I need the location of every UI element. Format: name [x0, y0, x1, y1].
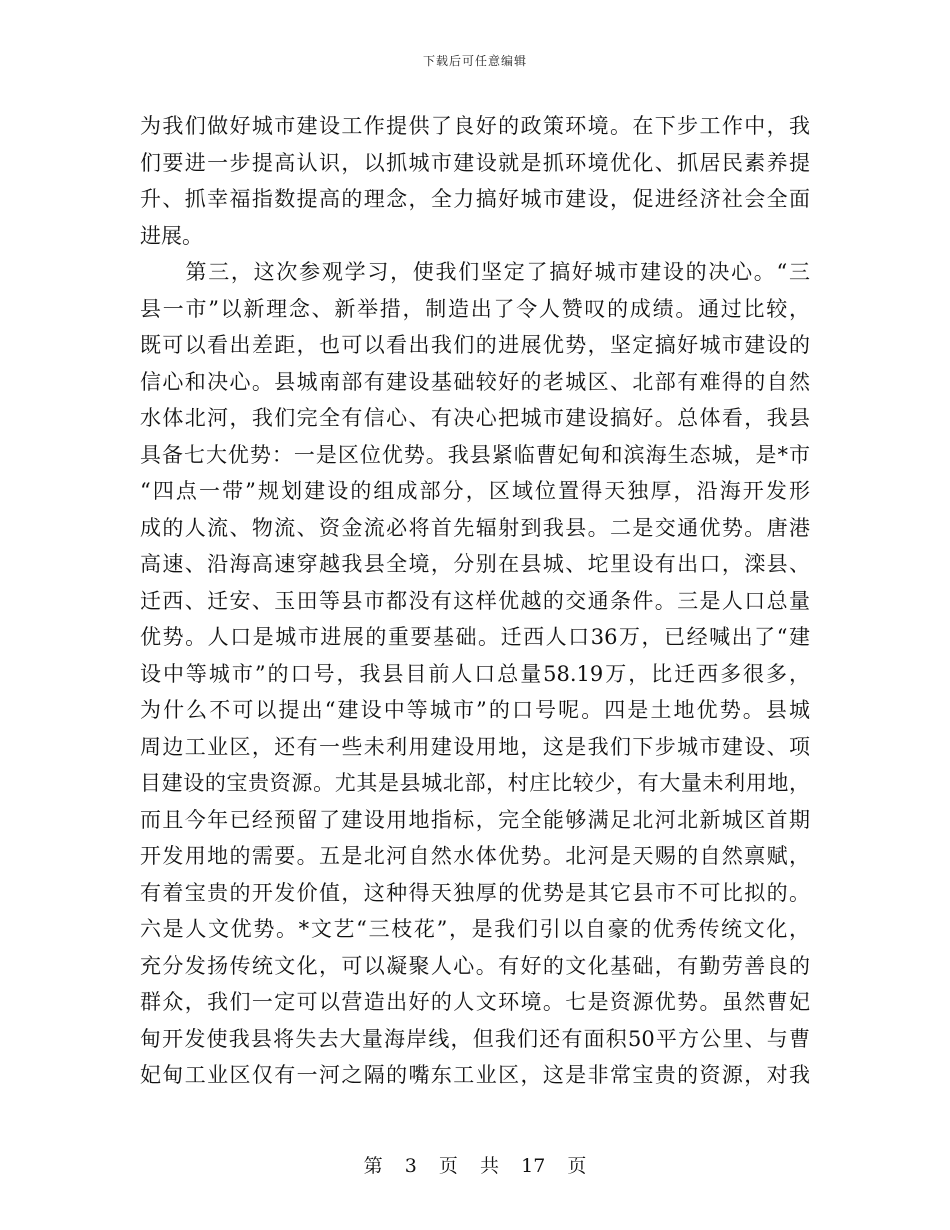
- text-line: 既可以看出差距，也可以看出我们的进展优势，坚定搞好城市建设的: [140, 333, 810, 357]
- text-line: 成的人流、物流、资金流必将首先辐射到我县。二是交通优势。唐港: [140, 515, 810, 540]
- text-line: 水体北河，我们完全有信心、有决心把城市建设搞好。总体看，我县: [140, 406, 810, 430]
- total-page-count: 17: [521, 1155, 546, 1177]
- text-line: 升、抓幸福指数提高的理念，全力搞好城市建设，促进经济社会全面: [140, 187, 810, 211]
- text-line: 有着宝贵的开发价值，这种得天独厚的优势是其它县市不可比拟的。: [140, 880, 810, 905]
- text-line: 目建设的宝贵资源。尤其是县城北部，村庄比较少，有大量未利用地，: [140, 771, 810, 795]
- text-line: 周边工业区，还有一些未利用建设用地，这是我们下步城市建设、项: [140, 734, 810, 759]
- text-line: 第三，这次参观学习，使我们坚定了搞好城市建设的决心。“三: [140, 260, 810, 284]
- page-footer: [0, 1151, 950, 1178]
- footer-suffix: 页: [567, 1155, 587, 1177]
- text-line: 们要进一步提高认识，以抓城市建设就是抓环境优化、抓居民素养提: [140, 150, 810, 175]
- text-line: 迁西、迁安、玉田等县市都没有这样优越的交通条件。三是人口总量: [140, 588, 810, 613]
- text-line: 甸开发使我县将失去大量海岸线，但我们还有面积50平方公里、与曹: [140, 1026, 810, 1051]
- text-line: 充分发扬传统文化，可以凝聚人心。有好的文化基础，有勤劳善良的: [140, 953, 810, 978]
- text-line: 六是人文优势。*文艺“三枝花”，是我们引以自豪的优秀传统文化，: [140, 917, 810, 941]
- text-line: 具备七大优势：一是区位优势。我县紧临曹妃甸和滨海生态城，是*市: [140, 442, 810, 467]
- footer-total-word: 共: [480, 1155, 500, 1177]
- text-line: 为我们做好城市建设工作提供了良好的政策环境。在下步工作中，我: [140, 114, 810, 138]
- page-header: 下载后可任意编辑: [422, 54, 527, 68]
- footer-page-word: 页: [438, 1155, 458, 1177]
- text-line: 开发用地的需要。五是北河自然水体优势。北河是天赐的自然禀赋，: [140, 844, 810, 868]
- current-page-number: 3: [404, 1155, 417, 1177]
- body-text: [140, 108, 810, 1094]
- text-line: 高速、沿海高速穿越我县全境，分别在县城、坨里设有出口，滦县、: [140, 552, 810, 576]
- footer-prefix: 第: [363, 1155, 383, 1177]
- text-line: 优势。人口是城市进展的重要基础。迁西人口36万，已经喊出了“建: [140, 625, 810, 649]
- text-line: 设中等城市”的口号，我县目前人口总量58.19万，比迁西多很多，: [140, 661, 810, 686]
- text-line: 群众，我们一定可以营造出好的人文环境。七是资源优势。虽然曹妃: [140, 990, 810, 1014]
- text-line: 为什么不可以提出“建设中等城市”的口号呢。四是土地优势。县城: [140, 698, 810, 722]
- text-line: 进展。: [140, 223, 203, 248]
- text-line: 信心和决心。县城南部有建设基础较好的老城区、北部有难得的自然: [140, 369, 810, 394]
- text-line: 而且今年已经预留了建设用地指标，完全能够满足北河北新城区首期: [140, 807, 810, 832]
- text-line: 妃甸工业区仅有一河之隔的嘴东工业区，这是非常宝贵的资源，对我: [140, 1063, 810, 1087]
- text-line: 县一市”以新理念、新举措，制造出了令人赞叹的成绩。通过比较，: [140, 296, 810, 321]
- text-line: “四点一带”规划建设的组成部分，区域位置得天独厚，沿海开发形: [140, 479, 810, 503]
